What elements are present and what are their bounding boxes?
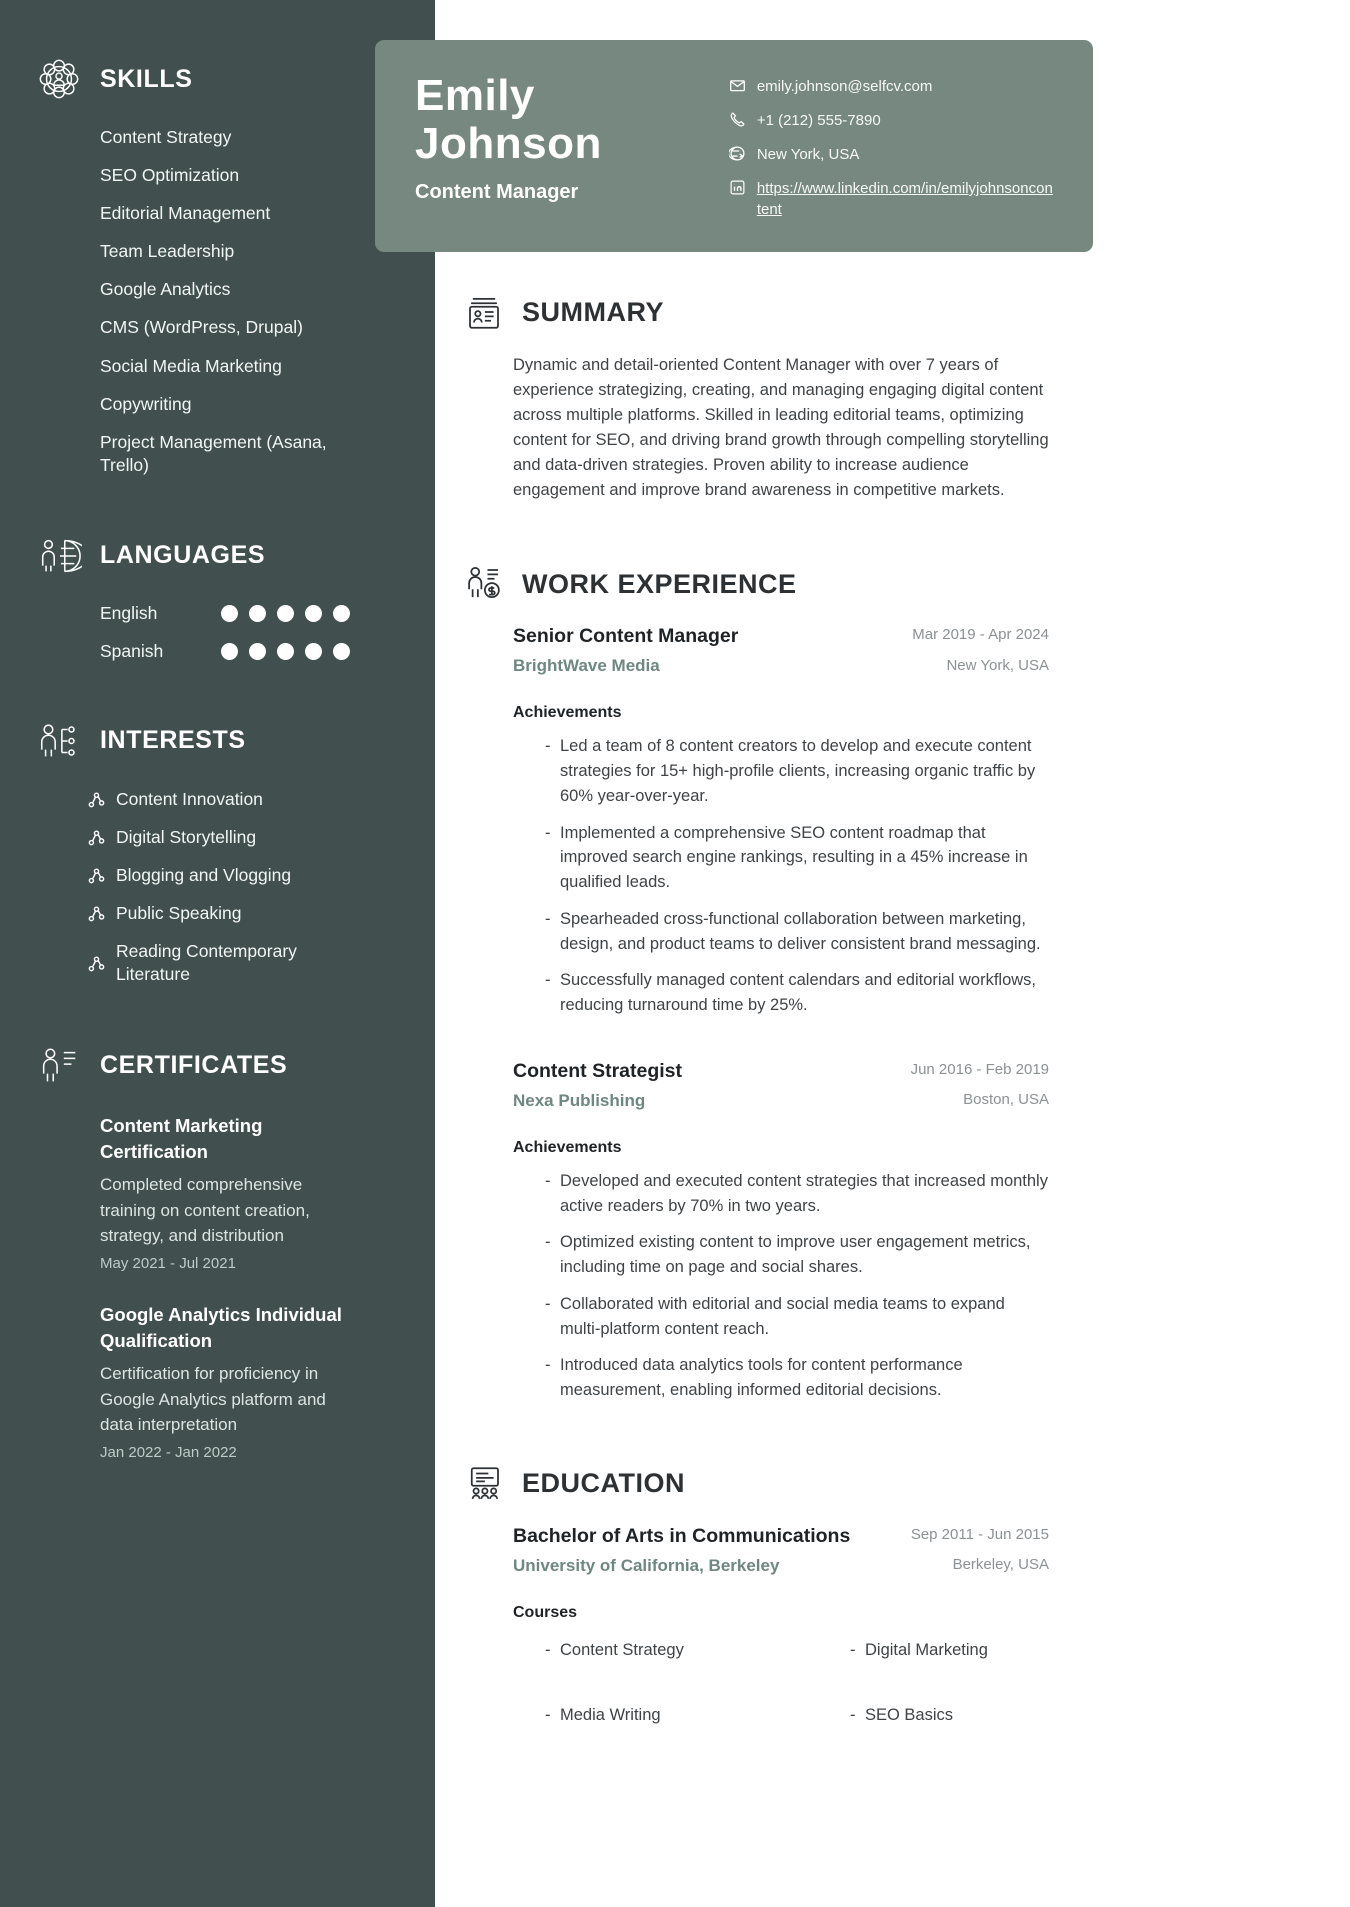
contact-phone: [729, 110, 1053, 131]
skill-item: CMS (WordPress, Drupal): [100, 317, 303, 338]
header-card: [375, 40, 1093, 252]
course-item: - Content Strategy: [545, 1638, 850, 1663]
summary-section: [463, 291, 1049, 503]
contact-location: [729, 144, 1053, 165]
achievement-bullet: - Implemented a comprehensive SEO content roadmap that improved search engine rankings, resulting in a 45% increase in qualified leads.: [545, 821, 1049, 895]
interest-item: [88, 940, 350, 986]
work-experience-section: [463, 563, 1049, 1403]
share-nodes-icon: [88, 829, 105, 846]
language-name: Spanish: [100, 640, 164, 661]
skill-item: Project Management (Asana, Trello): [100, 431, 327, 475]
skill-item: Editorial Management: [100, 203, 271, 224]
person-name: Emily Johnson: [415, 71, 602, 169]
achievements-label: Achievements: [513, 1138, 622, 1156]
job-entry: [513, 625, 1049, 1018]
achievement-bullet: - Collaborated with editorial and social media teams to expand multi-platform content reach.: [545, 1292, 1049, 1342]
location-text: New York, USA: [756, 146, 860, 163]
skill-item: Content Strategy: [100, 127, 232, 147]
courses-list: [545, 1638, 1049, 1740]
education-title: EDUCATION: [522, 1468, 685, 1499]
skills-icon: [36, 56, 82, 102]
identity-block: [415, 72, 729, 222]
sidebar: [0, 0, 435, 1907]
language-row: [100, 603, 350, 624]
interest-label: Blogging and Vlogging: [116, 865, 292, 886]
education-location: Berkeley, USA: [952, 1556, 1049, 1574]
course-item: - SEO Basics: [850, 1703, 1049, 1728]
interest-item: [88, 788, 350, 811]
course-item: - Digital Marketing: [850, 1638, 1049, 1663]
skill-item: Team Leadership: [100, 241, 235, 262]
languages-section: [36, 533, 405, 662]
skill-item: SEO Optimization: [100, 165, 240, 186]
skill-item: Google Analytics: [100, 279, 231, 300]
email-icon: [729, 77, 746, 94]
job-location: Boston, USA: [963, 1091, 1049, 1109]
job-title: Content Strategist: [513, 1059, 683, 1082]
certificates-section: [36, 1043, 405, 1461]
interests-section: [36, 718, 405, 987]
share-nodes-icon: [88, 905, 105, 922]
contacts-block: [729, 72, 1053, 222]
summary-text: Dynamic and detail-oriented Content Manager with over 7 years of experience strategizing, creating, and managing engaging digital content across multiple platforms. Skilled in leading editorial teams, optimizing content for SEO, and driving brand growth through compelling storytelling and data-driven strategies. Proven ability to increase audience engagement and improve brand awareness in competitive markets.: [513, 356, 1049, 500]
job-entry: [513, 1060, 1049, 1403]
course-item: - Media Writing: [545, 1703, 850, 1728]
achievement-bullet: - Optimized existing content to improve user engagement metrics, including time on page and social shares.: [545, 1230, 1049, 1280]
interests-icon: [36, 718, 82, 764]
interest-item: [88, 864, 350, 887]
certificate-description: Certification for proficiency in Google Analytics platform and data interpretation: [100, 1364, 326, 1435]
achievement-bullet: - Spearheaded cross-functional collaboration between marketing, design, and product teams to deliver consistent brand messaging.: [545, 907, 1049, 957]
person-job-title: Content Manager: [415, 180, 579, 203]
job-company: Nexa Publishing: [513, 1090, 646, 1110]
education-dates: Sep 2011 - Jun 2015: [910, 1525, 1049, 1543]
contact-linkedin: [729, 178, 1053, 220]
summary-title: SUMMARY: [522, 296, 664, 327]
language-level-dots: [221, 605, 350, 622]
interest-label: Reading Contemporary Literature: [116, 941, 297, 985]
work-experience-title: WORK EXPERIENCE: [522, 568, 797, 599]
skills-section: [36, 56, 405, 477]
skills-list: [100, 126, 348, 477]
skill-item: Social Media Marketing: [100, 355, 282, 376]
job-company: BrightWave Media: [513, 656, 660, 676]
job-dates: Jun 2016 - Feb 2019: [910, 1060, 1049, 1078]
main-column: [463, 291, 1049, 1799]
skill-item: Copywriting: [100, 393, 192, 414]
certificate-dates: May 2021 - Jul 2021: [100, 1254, 236, 1272]
interests-list: [88, 788, 350, 987]
interest-label: Public Speaking: [116, 903, 242, 924]
linkedin-icon: [729, 179, 746, 196]
work-experience-icon: [463, 563, 505, 605]
certificate-title: Content Marketing Certification: [100, 1114, 263, 1163]
languages-title: LANGUAGES: [100, 541, 266, 570]
courses-label: Courses: [513, 1603, 578, 1621]
school-name: University of California, Berkeley: [513, 1555, 780, 1575]
contact-email: [729, 76, 1053, 97]
achievement-bullet: - Developed and executed content strategies that increased monthly active readers by 70% in two years.: [545, 1169, 1049, 1219]
job-location: New York, USA: [946, 656, 1049, 674]
email-text: emily.johnson@selfcv.com: [756, 78, 933, 95]
certificates-title: CERTIFICATES: [100, 1051, 288, 1079]
interests-title: INTERESTS: [100, 726, 246, 755]
interest-item: [88, 902, 350, 925]
language-level-dots: [221, 643, 350, 660]
achievement-bullet: - Successfully managed content calendars and editorial workflows, reducing turnaround time by 25%.: [545, 968, 1049, 1018]
language-row: [100, 641, 350, 662]
phone-text: +1 (212) 555-7890: [756, 112, 881, 129]
interest-label: Digital Storytelling: [116, 827, 257, 848]
share-nodes-icon: [88, 867, 105, 884]
achievement-bullet: - Introduced data analytics tools for content performance measurement, enabling informed editorial decisions.: [545, 1353, 1049, 1403]
job-dates: Mar 2019 - Apr 2024: [912, 626, 1049, 644]
education-icon: [463, 1463, 505, 1505]
degree-title: Bachelor of Arts in Communications: [513, 1524, 851, 1547]
location-globe-icon: [729, 145, 746, 162]
achievement-bullet: - Led a team of 8 content creators to develop and execute content strategies for 15+ high-profile clients, increasing organic traffic by 60% year-over-year.: [545, 734, 1049, 808]
linkedin-link[interactable]: https://www.linkedin.com/in/emilyjohnsoncontent: [756, 180, 1053, 218]
certificate-item: [100, 1113, 350, 1272]
phone-icon: [729, 111, 746, 128]
education-section: [463, 1463, 1049, 1740]
certificate-title: Google Analytics Individual Qualification: [100, 1303, 342, 1352]
language-name: English: [100, 602, 158, 623]
interest-label: Content Innovation: [116, 788, 263, 809]
certificate-item: [100, 1302, 350, 1461]
certificate-description: Completed comprehensive training on content creation, strategy, and distribution: [100, 1175, 310, 1246]
skills-title: SKILLS: [100, 64, 193, 93]
languages-icon: [36, 533, 82, 579]
share-nodes-icon: [88, 791, 105, 808]
achievements-label: Achievements: [513, 704, 622, 722]
share-nodes-icon: [88, 955, 105, 972]
job-title: Senior Content Manager: [513, 625, 739, 648]
summary-icon: [463, 291, 505, 333]
certificates-icon: [36, 1043, 82, 1089]
interest-item: [88, 826, 350, 849]
certificate-dates: Jan 2022 - Jan 2022: [100, 1443, 237, 1461]
